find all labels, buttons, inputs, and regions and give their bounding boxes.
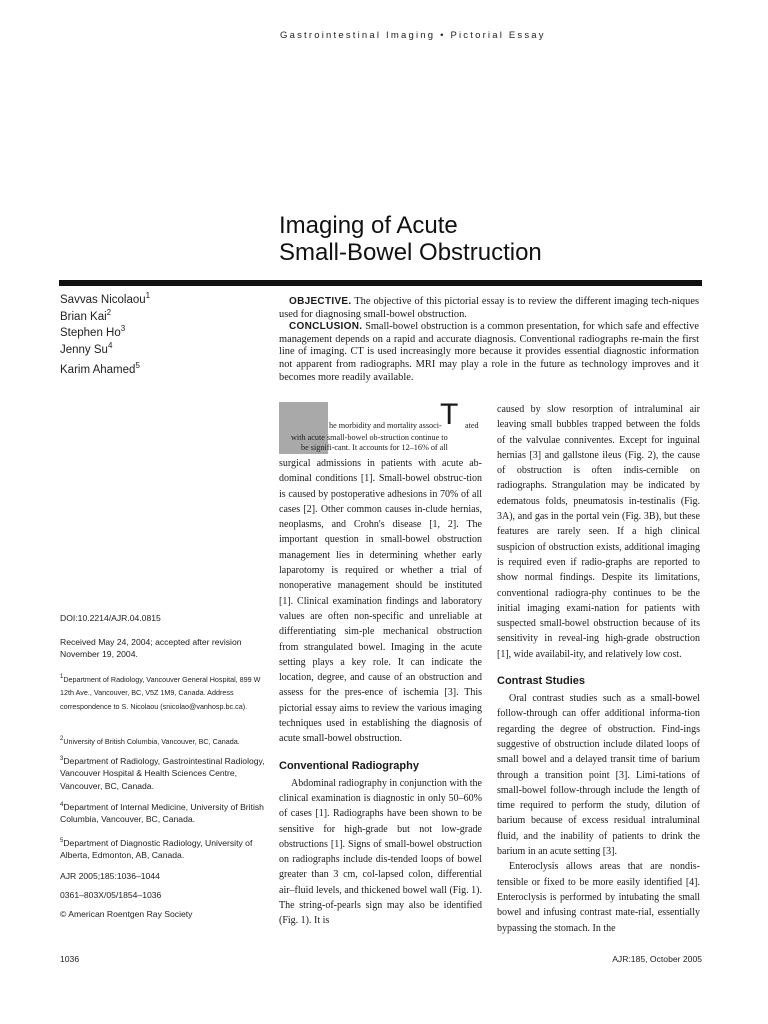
body-paragraph: caused by slow resorption of intraluminal air leaving small bubbles trapped between the folds of the valvulae conniventes. Except for inguinal hernias [3] and gallstone ileus (Fig. 2), the cause of obstruction is often indis-cernible on radiographs. Strangulation may be indicated by edematous folds, pneumatosis in-testinalis (Fig. 3A), and gas in the portal vein (Fig. 3B), but these features are rarely seen. If a high clinical suspicion of obstruction exists, additional imaging is required even if radio-graphs are reported to show normal findings. Despite its limitations, conventional radiogra-phy continues to be the initial imaging exami-nation for patients with suspected small-bowel obstruction because of its sensitivity in reveal-ing high-grade obstruction [1], wide availabil-ity, and relatively low cost. [497, 404, 700, 660]
received-dates: Received May 24, 2004; accepted after revision November 19, 2004. [60, 637, 242, 660]
opener-text: ated [465, 421, 479, 430]
body-paragraph: Enteroclysis allows areas that are nondis-tensible or fixed to be more easily identified [4]. Enteroclysis is performed by intubating the small bowel and infusing contrast mate-rial, essentially bypassing the stomach. In the [497, 861, 700, 934]
author: Stephen Ho$^3$ [60, 324, 126, 339]
affiliation: $^2$University of British Columbia, Vancouver, BC, Canada. [60, 736, 240, 746]
author: Karim Ahamed$^5$ [60, 361, 140, 376]
author: Jenny Su$^4$ [60, 340, 113, 356]
affiliation: $^4$Department of Internal Medicine, University of British Columbia, Vancouver, BC, Canada. [60, 802, 264, 825]
dropcap: T [440, 398, 459, 431]
opener-text: he morbidity and mortality associ- [329, 421, 442, 430]
article-opener [279, 398, 482, 456]
author: Brian Kai$^2$ [60, 307, 112, 323]
title-rule [59, 280, 702, 286]
affiliation: $^5$Department of Diagnostic Radiology, University of Alberta, Edmonton, AB, Canada. [60, 838, 253, 861]
body-column-1 [279, 398, 482, 929]
abstract-objective: OBJECTIVE. The objective of this pictorial essay is to review the different imaging tech-niques used for diagnosing small-bowel obstruction. [279, 296, 699, 320]
body-paragraph: Abdominal radiography in conjunction with the clinical examination is diagnostic in only 50–60% of cases [1]. Radiographs have been shown to be sensitive for high-grade but not low-grade obstructions [1]. Signs of small-bowel obstruction on radiographs include dis-tended loops of bowel greater than 3 cm, col-lapsed colon, differential air–fluid levels, and thickened bowel wall (Fig. 1). The string-of-pearls sign may also be identified (Fig. 1). It is [279, 777, 482, 927]
page-number: 1036 [60, 954, 80, 964]
affiliation: $^3$Department of Radiology, Gastrointestinal Radiology, Vancouver Hospital & Health Sciences Centre, Vancouver, BC, Canada. [60, 756, 265, 791]
opener-text: be signifi-cant. It accounts for 12–16% of all [301, 443, 448, 452]
abstract [279, 296, 699, 384]
title-line-1: Imaging of Acute [279, 212, 458, 239]
author: Savvas Nicolaou$^1$ [60, 291, 151, 306]
body-column-2 [497, 402, 700, 936]
journal-issue: AJR:185, October 2005 [612, 954, 702, 964]
issn: 0361–803X/05/1854–1036 [60, 890, 162, 900]
opener-text: with acute small-bowel ob-struction continue to [291, 433, 448, 442]
section-heading: Conventional Radiography [279, 759, 419, 772]
body-paragraph: Oral contrast studies such as a small-bowel follow-through can offer additional informa-tion regarding the degree of obstruction. Find-ings suggestive of obstruction include dilated loops of small bowel and a delayed transit time of barium through a transition point [3]. Limi-tations of small-bowel follow-through include the length of time required to perform the study, dilution of barium because of excess residual intraluminal fluid, and the inability of patients to drink the barium in an acute setting [3]. [497, 693, 700, 858]
abstract-conclusion: CONCLUSION. Small-bowel obstruction is a common presentation, for which safe and effective management depends on a rapid and accurate diagnosis. Conventional radiographs re-main the first line of imaging. CT is used increasingly more because it provides essential diagnostic information not apparent from radiographs. MRI may play a role in the future as technology improves and it becomes more readily available. [279, 321, 699, 383]
title-line-2: Small-Bowel Obstruction [279, 239, 542, 266]
running-header: Gastrointestinal Imaging • Pictorial Essay [280, 30, 546, 41]
author-list [60, 292, 260, 379]
article-title [279, 212, 709, 266]
affiliation: $^1$Department of Radiology, Vancouver General Hospital, 899 W 12th Ave., Vancouver, BC, V5Z 1M9, Canada. Address correspondence to S. Nicolaou (snicolao@vanhosp.bc.ca). [60, 674, 261, 711]
doi: DOI:10.2214/AJR.04.0815 [60, 613, 161, 623]
section-heading: Contrast Studies [497, 675, 586, 688]
body-paragraph: surgical admissions in patients with acute ab-dominal conditions [1]. Small-bowel obstruc-tion is caused by postoperative adhesions in 70% of all cases [2]. Other common causes in-clude hernias, neoplasms, and Crohn's disease [1, 2]. The important question in small-bowel obstruction management lies in determining whether early laparotomy is required or whether a trial of nonoperative management should be instituted [1]. Clinical examination findings and laboratory values are often non-specific and unreliable at differentiating sim-ple mechanical obstruction from strangulated bowel. Imaging in the acute setting plays a key role. It can indicate the location, degree, and cause of an obstruction and assess for the pres-ence of ischemia [3]. This pictorial essay aims to review the various imaging techniques used in establishing the diagnosis of acute small-bowel obstruction. [279, 458, 482, 745]
citation: AJR 2005;185:1036–1044 [60, 871, 160, 881]
copyright: © American Roentgen Ray Society [60, 909, 193, 919]
